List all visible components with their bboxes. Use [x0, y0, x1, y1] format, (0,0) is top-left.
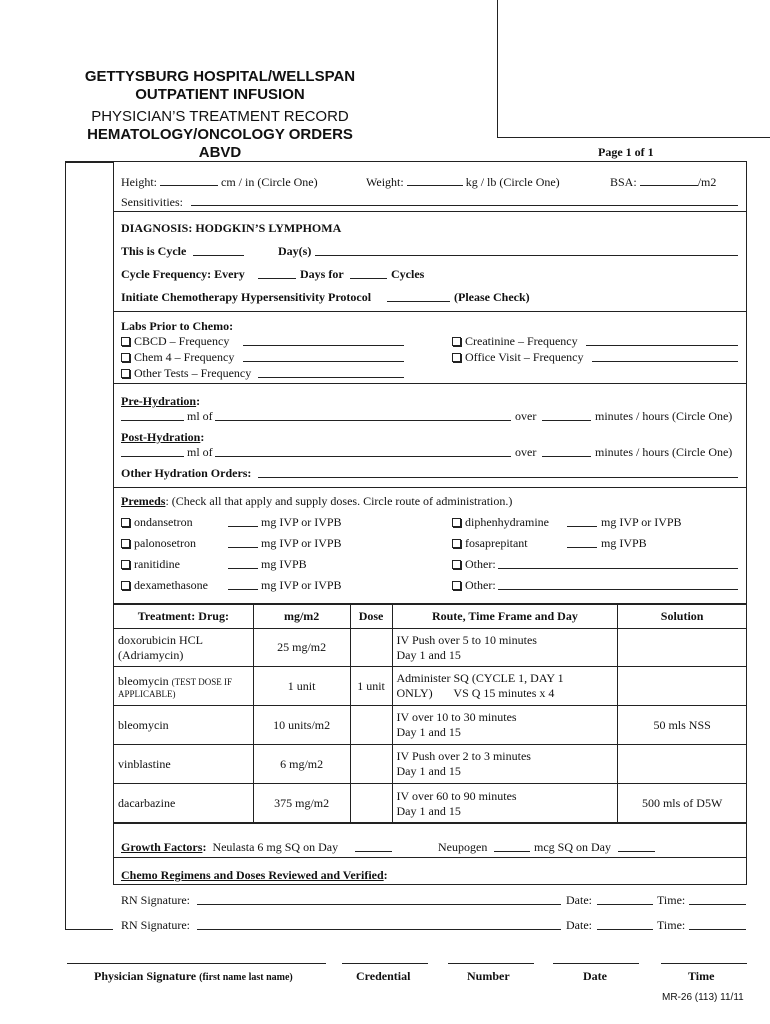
other-hydration-label: Other Hydration Orders: — [121, 466, 252, 480]
department-name: OUTPATIENT INFUSION — [135, 86, 305, 103]
pre-hydration-units: minutes / hours (Circle One) — [595, 409, 733, 423]
checkbox-icon[interactable] — [452, 560, 461, 569]
checkbox-icon[interactable] — [121, 539, 130, 548]
table-header-row — [114, 605, 747, 629]
protocol-check-field[interactable] — [387, 301, 450, 302]
drug-cell: bleomycin (TEST DOSE IF APPLICABLE) — [114, 667, 254, 706]
sensitivities-label: Sensitivities: — [121, 195, 184, 209]
treatment-table — [113, 604, 747, 824]
office-visit-frequency-field[interactable] — [592, 361, 738, 362]
rn-date-field-1[interactable] — [597, 904, 653, 905]
diphenhydramine-route: mg IVP or IVPB — [601, 515, 682, 529]
other-premed-field-2[interactable] — [498, 589, 738, 590]
route-cell: IV Push over 2 to 3 minutes Day 1 and 15 — [392, 745, 618, 784]
post-hydration-solution-field[interactable] — [215, 456, 511, 457]
labs-title: Labs Prior to Chemo: — [121, 319, 234, 333]
solution-cell[interactable] — [618, 629, 747, 667]
rn-signature-label-2: RN Signature: — [121, 918, 190, 932]
rn-date-label-1: Date: — [566, 893, 592, 907]
regimen-name: ABVD — [198, 144, 242, 161]
rn-time-field-2[interactable] — [689, 929, 746, 930]
mgm2-cell: 375 mg/m2 — [253, 784, 350, 824]
premed-dexamethasone[interactable]: dexamethasone — [121, 578, 208, 593]
col-mgm2: mg/m2 — [253, 605, 350, 629]
rn-date-label-2: Date: — [566, 918, 592, 932]
days-field[interactable] — [315, 255, 738, 256]
rn-time-label-1: Time: — [657, 893, 686, 907]
frequency-field[interactable] — [258, 278, 296, 279]
lab-other-tests[interactable]: Other Tests – Frequency — [121, 366, 251, 381]
rn-signature-field-1[interactable] — [197, 904, 561, 905]
diphenhydramine-dose-field[interactable] — [567, 526, 597, 527]
neupogen-label-2: mcg SQ on Day — [534, 840, 611, 854]
col-drug: Treatment: Drug: — [114, 605, 254, 629]
pre-hydration-solution-field[interactable] — [215, 420, 511, 421]
page-number: Page 1 of 1 — [598, 145, 654, 159]
post-hydration-title: Post-Hydration: — [121, 430, 205, 444]
table-row — [114, 667, 747, 706]
ranitidine-route: mg IVPB — [261, 557, 307, 571]
checkbox-icon[interactable] — [121, 353, 130, 362]
neulasta-day-field[interactable] — [355, 851, 392, 852]
premed-other-1[interactable]: Other: — [452, 557, 496, 572]
neupogen-day-field[interactable] — [618, 851, 655, 852]
checkbox-icon[interactable] — [452, 518, 461, 527]
route-cell: IV over 60 to 90 minutes Day 1 and 15 — [392, 784, 618, 824]
date-field[interactable] — [553, 963, 639, 964]
physician-signature-field[interactable] — [67, 963, 326, 964]
col-solution: Solution — [618, 605, 747, 629]
table-row — [114, 706, 747, 745]
rn-signature-field-2[interactable] — [197, 929, 561, 930]
solution-cell[interactable]: 500 mls of D5W — [618, 784, 747, 824]
pre-hydration-ml-field[interactable] — [121, 420, 184, 421]
hospital-name: GETTYSBURG HOSPITAL/WELLSPAN — [84, 68, 356, 85]
drug-cell: bleomycin — [114, 706, 254, 745]
dose-cell[interactable] — [350, 745, 392, 784]
lab-office-visit[interactable]: Office Visit – Frequency — [452, 350, 583, 365]
post-hydration-units: minutes / hours (Circle One) — [595, 445, 733, 459]
solution-cell[interactable] — [618, 745, 747, 784]
form-subtitle: HEMATOLOGY/ONCOLOGY ORDERS — [87, 126, 353, 143]
drug-cell: doxorubicin HCL (Adriamycin) — [114, 629, 254, 667]
lab-cbcd[interactable]: CBCD – Frequency — [121, 334, 229, 349]
dose-cell[interactable] — [350, 706, 392, 745]
creatinine-frequency-field[interactable] — [586, 345, 738, 346]
date-label: Date — [583, 969, 607, 983]
table-row — [114, 629, 747, 667]
neupogen-dose-field[interactable] — [494, 851, 530, 852]
mgm2-cell: 10 units/m2 — [253, 706, 350, 745]
post-hydration-over: over — [515, 445, 537, 459]
lab-creatinine[interactable]: Creatinine – Frequency — [452, 334, 578, 349]
dexamethasone-dose-field[interactable] — [228, 589, 258, 590]
sensitivities-field[interactable] — [191, 205, 738, 206]
protocol-label: Initiate Chemotherapy Hypersensitivity Protocol — [121, 290, 372, 304]
col-dose: Dose — [350, 605, 392, 629]
days-for-label: Days for — [300, 267, 344, 281]
bsa-field[interactable] — [640, 176, 698, 186]
patient-label-box — [497, 0, 770, 138]
dose-cell[interactable] — [350, 784, 392, 824]
other-tests-frequency-field[interactable] — [258, 377, 404, 378]
time-field[interactable] — [661, 963, 747, 964]
ondansetron-route: mg IVP or IVPB — [261, 515, 342, 529]
physician-signature-label: Physician Signature (first name last name) — [94, 969, 293, 983]
checkbox-icon[interactable] — [452, 353, 461, 362]
cycle-field[interactable] — [193, 255, 244, 256]
mgm2-cell: 6 mg/m2 — [253, 745, 350, 784]
solution-cell[interactable] — [618, 667, 747, 706]
route-cell: IV over 10 to 30 minutes Day 1 and 15 — [392, 706, 618, 745]
form-code: MR-26 (113) 11/11 — [662, 992, 744, 1003]
route-cell: Administer SQ (CYCLE 1, DAY 1 ONLY) VS Q 15 minutes x 4 — [392, 667, 618, 706]
review-title: Chemo Regimens and Doses Reviewed and Verified: — [121, 868, 388, 882]
premed-other-2[interactable]: Other: — [452, 578, 496, 593]
checkbox-icon[interactable] — [121, 560, 130, 569]
pre-hydration-ml-of: ml of — [187, 409, 213, 423]
mgm2-cell: 1 unit — [253, 667, 350, 706]
checkbox-icon[interactable] — [121, 337, 130, 346]
time-label: Time — [688, 969, 715, 983]
checkbox-icon[interactable] — [452, 539, 461, 548]
premeds-title: Premeds: (Check all that apply and supply doses. Circle route of administration.) — [121, 494, 513, 508]
days-label: Day(s) — [278, 244, 312, 258]
pre-hydration-title: Pre-Hydration: — [121, 394, 201, 408]
premed-diphenhydramine[interactable]: diphenhydramine — [452, 515, 549, 530]
diagnosis-title: DIAGNOSIS: HODGKIN’S LYMPHOMA — [121, 221, 342, 235]
premed-palonosetron[interactable]: palonosetron — [121, 536, 196, 551]
checkbox-icon[interactable] — [121, 581, 130, 590]
please-check-label: (Please Check) — [454, 290, 530, 304]
checkbox-icon[interactable] — [121, 518, 130, 527]
frequency-label: Cycle Frequency: Every — [121, 267, 245, 281]
other-hydration-field[interactable] — [258, 477, 738, 478]
cbcd-frequency-field[interactable] — [243, 345, 404, 346]
number-field[interactable] — [448, 963, 534, 964]
days-for-field[interactable] — [350, 278, 387, 279]
col-route: Route, Time Frame and Day — [392, 605, 618, 629]
height-label: Height: cm / in (Circle One) — [121, 175, 318, 189]
checkbox-icon[interactable] — [121, 369, 130, 378]
route-cell: IV Push over 5 to 10 minutes Day 1 and 15 — [392, 629, 618, 667]
table-row — [114, 745, 747, 784]
neupogen-label: Neupogen — [438, 840, 488, 854]
rn-date-field-2[interactable] — [597, 929, 653, 930]
post-hydration-time-field[interactable] — [542, 456, 591, 457]
palonosetron-route: mg IVP or IVPB — [261, 536, 342, 550]
weight-label: Weight: kg / lb (Circle One) — [366, 175, 560, 189]
pre-hydration-over: over — [515, 409, 537, 423]
rn-time-field-1[interactable] — [689, 904, 746, 905]
ondansetron-dose-field[interactable] — [228, 526, 258, 527]
palonosetron-dose-field[interactable] — [228, 547, 258, 548]
pre-hydration-time-field[interactable] — [542, 420, 591, 421]
cycles-label: Cycles — [391, 267, 425, 281]
left-margin-box — [65, 162, 113, 930]
weight-field[interactable] — [407, 176, 463, 186]
fosaprepitant-route: mg IVPB — [601, 536, 647, 550]
lab-chem4[interactable]: Chem 4 – Frequency — [121, 350, 234, 365]
dexamethasone-route: mg IVP or IVPB — [261, 578, 342, 592]
form-title: PHYSICIAN’S TREATMENT RECORD — [91, 108, 349, 125]
premed-fosaprepitant[interactable]: fosaprepitant — [452, 536, 528, 551]
number-label: Number — [467, 969, 510, 983]
other-premed-field-1[interactable] — [498, 568, 738, 569]
premed-ranitidine[interactable]: ranitidine — [121, 557, 180, 572]
table-row — [114, 784, 747, 824]
height-field[interactable] — [160, 176, 218, 186]
mgm2-cell: 25 mg/m2 — [253, 629, 350, 667]
post-hydration-ml-field[interactable] — [121, 456, 184, 457]
ranitidine-dose-field[interactable] — [228, 568, 258, 569]
rn-time-label-2: Time: — [657, 918, 686, 932]
dose-cell[interactable]: 1 unit — [350, 667, 392, 706]
bsa-label: BSA: /m2 — [610, 175, 717, 189]
solution-cell[interactable]: 50 mls NSS — [618, 706, 747, 745]
growth-factors-row: Growth Factors: Neulasta 6 mg SQ on Day — [121, 840, 339, 854]
chem4-frequency-field[interactable] — [243, 361, 404, 362]
cycle-label: This is Cycle — [121, 244, 187, 258]
dose-cell[interactable] — [350, 629, 392, 667]
drug-cell: dacarbazine — [114, 784, 254, 824]
rn-signature-label-1: RN Signature: — [121, 893, 190, 907]
credential-field[interactable] — [342, 963, 428, 964]
drug-cell: vinblastine — [114, 745, 254, 784]
premed-ondansetron[interactable]: ondansetron — [121, 515, 193, 530]
fosaprepitant-dose-field[interactable] — [567, 547, 597, 548]
credential-label: Credential — [356, 969, 411, 983]
post-hydration-ml-of: ml of — [187, 445, 213, 459]
checkbox-icon[interactable] — [452, 337, 461, 346]
checkbox-icon[interactable] — [452, 581, 461, 590]
